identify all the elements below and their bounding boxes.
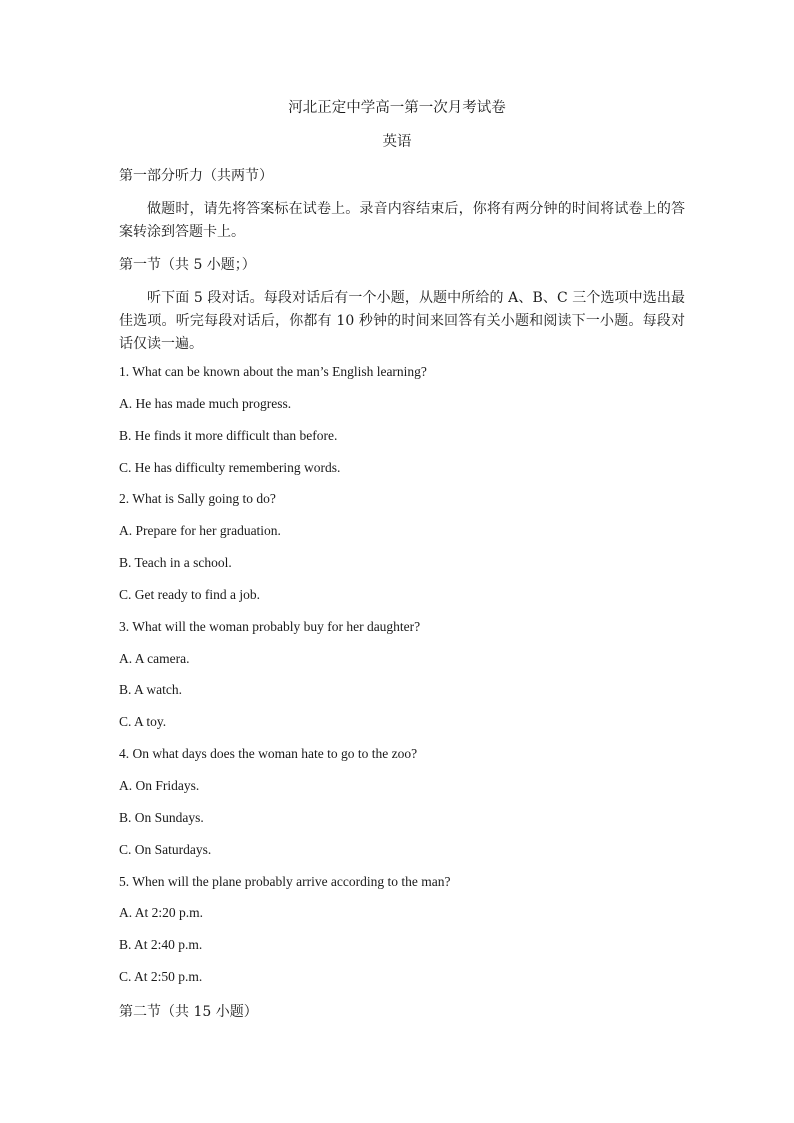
question-2-option-c: C. Get ready to find a job. [119, 587, 260, 602]
question-3-option-b: B. A watch. [119, 682, 182, 697]
exam-title: 河北正定中学高一第一次月考试卷 [288, 100, 506, 116]
question-2-option-b: B. Teach in a school. [119, 555, 232, 570]
section1-heading: 第一节（共 5 小题；） [119, 257, 256, 273]
question-3: 3. What will the woman probably buy for her daughter? [119, 619, 421, 634]
question-1-option-b: B. He finds it more difficult than before. [119, 428, 338, 443]
exam-subject: 英语 [382, 134, 412, 150]
question-4-option-b: B. On Sundays. [119, 810, 204, 825]
question-2: 2. What is Sally going to do? [119, 491, 276, 506]
question-4-option-c: C. On Saturdays. [119, 842, 212, 857]
question-1-option-a: A. He has made much progress. [119, 396, 292, 411]
question-4: 4. On what days does the woman hate to go to the zoo? [119, 746, 418, 761]
section1-instruction: 听下面 5 段对话。每段对话后有一个小题，从题中所给的 A、B、C 三个选项中选出最佳选项。听完每段对话后，你都有 10 秒钟的时间来回答有关小题和阅读下一小题。每段对话仅读一遍。 [119, 290, 685, 352]
question-1: 1. What can be known about the man’s English learning? [119, 364, 427, 379]
question-5-option-a: A. At 2:20 p.m. [119, 905, 204, 920]
question-5-option-b: B. At 2:40 p.m. [119, 937, 203, 952]
question-5-option-c: C. At 2:50 p.m. [119, 969, 203, 984]
question-1-option-c: C. He has difficulty remembering words. [119, 460, 341, 475]
question-4-option-a: A. On Fridays. [119, 778, 200, 793]
question-5: 5. When will the plane probably arrive according to the man? [119, 874, 451, 889]
section2-heading: 第二节（共 15 小题） [119, 1004, 258, 1020]
part1-instruction: 做题时，请先将答案标在试卷上。录音内容结束后，你将有两分钟的时间将试卷上的答案转涂到答题卡上。 [119, 201, 685, 240]
question-2-option-a: A. Prepare for her graduation. [119, 523, 281, 538]
part1-heading: 第一部分听力（共两节） [119, 168, 273, 184]
question-3-option-c: C. A toy. [119, 714, 167, 729]
question-3-option-a: A. A camera. [119, 651, 190, 666]
